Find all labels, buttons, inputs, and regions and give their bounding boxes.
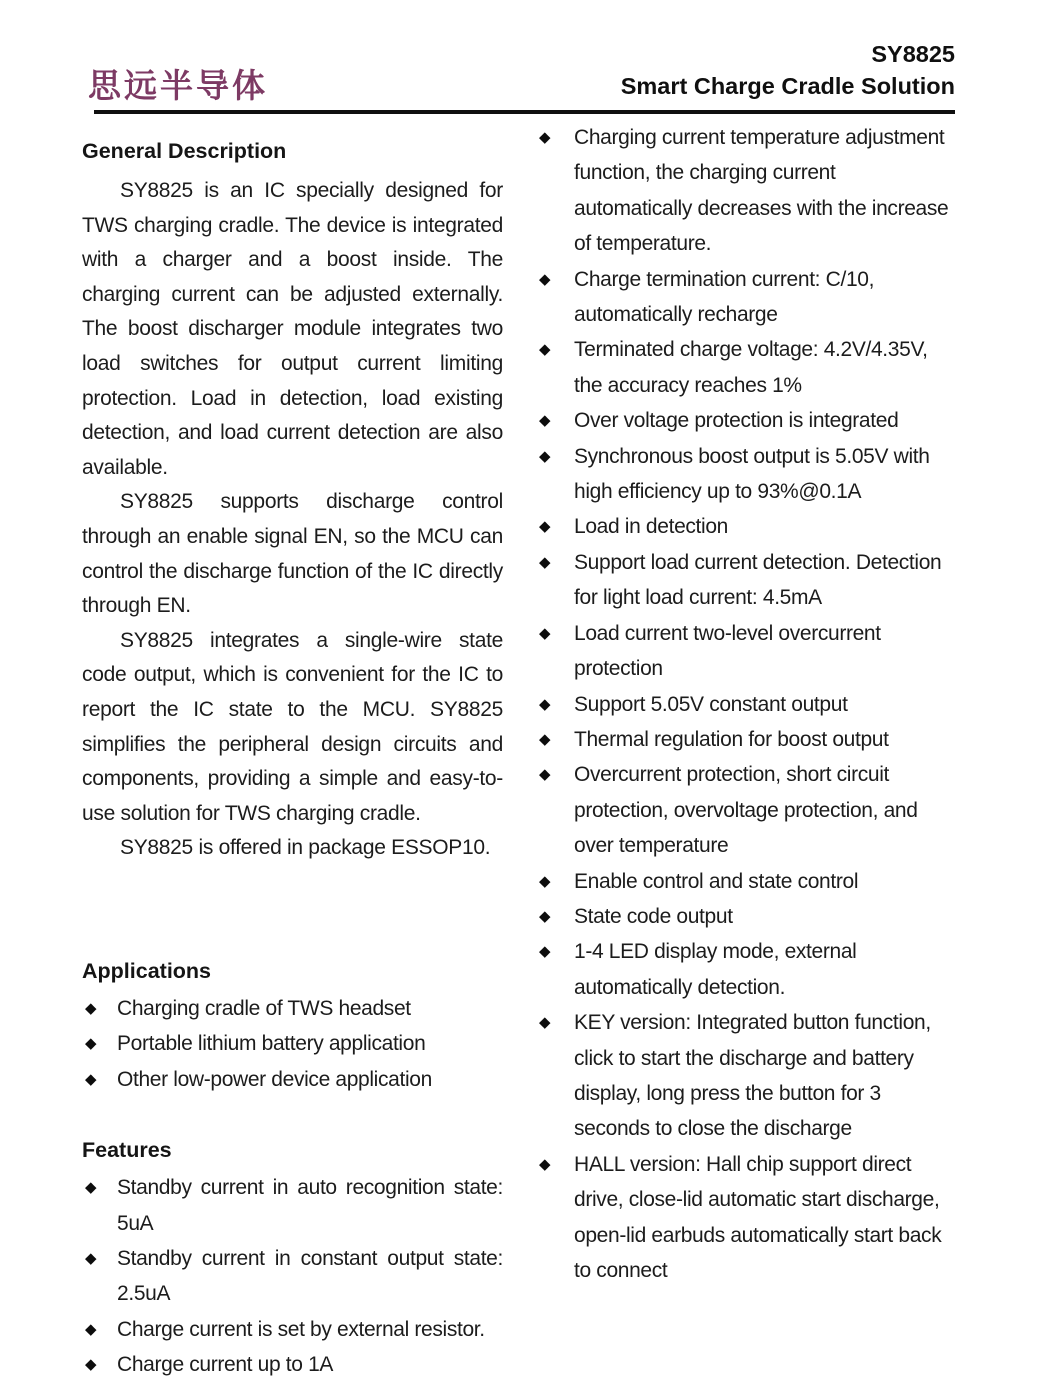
- bullet-diamond-icon: ◆: [539, 552, 551, 571]
- feature-item: [82, 1312, 503, 1347]
- application-item: [82, 991, 503, 1026]
- feature-item-text: State code output: [574, 904, 733, 928]
- bullet-diamond-icon: ◆: [539, 729, 551, 748]
- feature-item: [537, 332, 955, 403]
- feature-item-text: HALL version: Hall chip support direct drive, close-lid automatic start discharge, open-lid earbuds automatically start back to connect: [574, 1152, 942, 1282]
- feature-item-text: Enable control and state control: [574, 869, 859, 893]
- feature-item-text: Terminated charge voltage: 4.2V/4.35V, the accuracy reaches 1%: [574, 338, 928, 397]
- feature-item-text: Synchronous boost output is 5.05V with high efficiency up to 93%@0.1A: [574, 444, 930, 504]
- feature-item-text: Overcurrent protection, short circuit protection, overvoltage protection, and over temperature: [574, 763, 918, 858]
- doc-title: Smart Charge Cradle Solution: [620, 73, 955, 99]
- bullet-diamond-icon: ◆: [539, 1154, 551, 1173]
- description-paragraph: SY8825 is offered in package ESSOP10.: [120, 836, 491, 860]
- feature-item: [537, 120, 955, 262]
- bullet-diamond-icon: ◆: [85, 1319, 97, 1338]
- bullet-diamond-icon: ◆: [539, 871, 551, 890]
- page-header: [0, 0, 1040, 108]
- feature-item-text: Over voltage protection is integrated: [574, 409, 899, 433]
- bullet-diamond-icon: ◆: [85, 1034, 97, 1053]
- application-item-text: Portable lithium battery application: [117, 1032, 426, 1056]
- bullet-diamond-icon: ◆: [539, 906, 551, 925]
- header-divider: [94, 110, 955, 114]
- application-item: [82, 1062, 503, 1097]
- applications-list: [82, 991, 503, 1097]
- feature-item-text: Charge current is set by external resistor.: [117, 1317, 485, 1341]
- left-column: [82, 118, 503, 1383]
- feature-item-text: KEY version: Integrated button function, click to start the discharge and battery display, long press the button for 3 seconds to close the discharge: [574, 1011, 931, 1141]
- feature-item: [537, 757, 955, 863]
- feature-item-text: Load in detection: [574, 515, 729, 539]
- feature-item: [537, 899, 955, 934]
- part-number: SY8825: [871, 41, 955, 67]
- feature-item-text: Support load current detection. Detection for light load current: 4.5mA: [574, 550, 942, 610]
- application-item-text: Other low-power device application: [117, 1067, 432, 1091]
- company-logo: 思远半导体: [88, 66, 268, 105]
- feature-item: [537, 1005, 955, 1147]
- general-description-heading: General Description: [82, 139, 287, 163]
- description-paragraph: SY8825 integrates a single-wire state code output, which is convenient for the IC to report the IC state to the MCU. SY8825 simplifies the peripheral design circuits and components, providing a simple and easy-to-use solution for TWS charging cradle.: [82, 628, 503, 825]
- bullet-diamond-icon: ◆: [539, 411, 551, 430]
- bullet-diamond-icon: ◆: [85, 1355, 97, 1374]
- applications-heading: Applications: [82, 958, 212, 983]
- feature-item: [82, 1347, 503, 1382]
- bullet-diamond-icon: ◆: [85, 1248, 97, 1267]
- bullet-diamond-icon: ◆: [539, 269, 551, 288]
- feature-item: [537, 1147, 955, 1289]
- bullet-diamond-icon: ◆: [539, 942, 551, 961]
- description-paragraph: SY8825 supports discharge control through an enable signal EN, so the MCU can control the discharge function of the IC directly through EN.: [82, 490, 503, 618]
- bullet-diamond-icon: ◆: [539, 517, 551, 536]
- feature-item: [537, 722, 955, 757]
- feature-item: [537, 509, 955, 544]
- right-column: [537, 118, 955, 1383]
- feature-item-text: Charging current temperature adjustment function, the charging current automatically decreases with the increase of temperature.: [574, 126, 949, 256]
- bullet-diamond-icon: ◆: [539, 446, 551, 465]
- feature-item: [82, 1170, 503, 1241]
- feature-item-text: Charge termination current: C/10, automatically recharge: [574, 267, 875, 327]
- feature-item: [82, 1241, 503, 1312]
- feature-item: [537, 403, 955, 438]
- features-list: [82, 1170, 503, 1382]
- feature-item: [537, 687, 955, 722]
- bullet-diamond-icon: ◆: [539, 1013, 551, 1032]
- features-heading: Features: [82, 1138, 172, 1163]
- bullet-diamond-icon: ◆: [85, 1178, 97, 1197]
- description-paragraph: SY8825 is an IC specially designed for TWS charging cradle. The device is integrated with a charger and a boost inside. The charging current can be adjusted externally. The boost discharger module integrates two load switches for output current limiting protection. Load in detection, load existing detection, and load current detection are also available.: [82, 179, 503, 479]
- feature-item-text: 1-4 LED display mode, external automatically detection.: [574, 940, 857, 999]
- bullet-diamond-icon: ◆: [539, 765, 551, 784]
- feature-item-text: Charge current up to 1A: [117, 1353, 334, 1377]
- feature-item-text: Load current two-level overcurrent protection: [574, 621, 881, 681]
- application-item: [82, 1026, 503, 1061]
- feature-item-text: Support 5.05V constant output: [574, 692, 848, 716]
- features-list-right: [537, 120, 955, 1288]
- feature-item: [537, 262, 955, 333]
- feature-item-text: Thermal regulation for boost output: [574, 727, 889, 751]
- feature-item-text: Standby current in auto recognition state: 5uA: [117, 1176, 503, 1235]
- content-columns: [0, 118, 1040, 1383]
- bullet-diamond-icon: ◆: [539, 128, 551, 146]
- header-titles: [621, 38, 955, 102]
- feature-item: [537, 864, 955, 899]
- feature-item: [537, 934, 955, 1005]
- feature-item: [537, 616, 955, 687]
- feature-item: [537, 439, 955, 510]
- bullet-diamond-icon: ◆: [539, 623, 551, 642]
- bullet-diamond-icon: ◆: [539, 340, 551, 359]
- bullet-diamond-icon: ◆: [85, 998, 97, 1017]
- bullet-diamond-icon: ◆: [539, 694, 551, 713]
- feature-item: [537, 545, 955, 616]
- bullet-diamond-icon: ◆: [85, 1069, 97, 1088]
- feature-item-text: Standby current in constant output state: 2.5uA: [117, 1246, 503, 1306]
- application-item-text: Charging cradle of TWS headset: [117, 996, 411, 1020]
